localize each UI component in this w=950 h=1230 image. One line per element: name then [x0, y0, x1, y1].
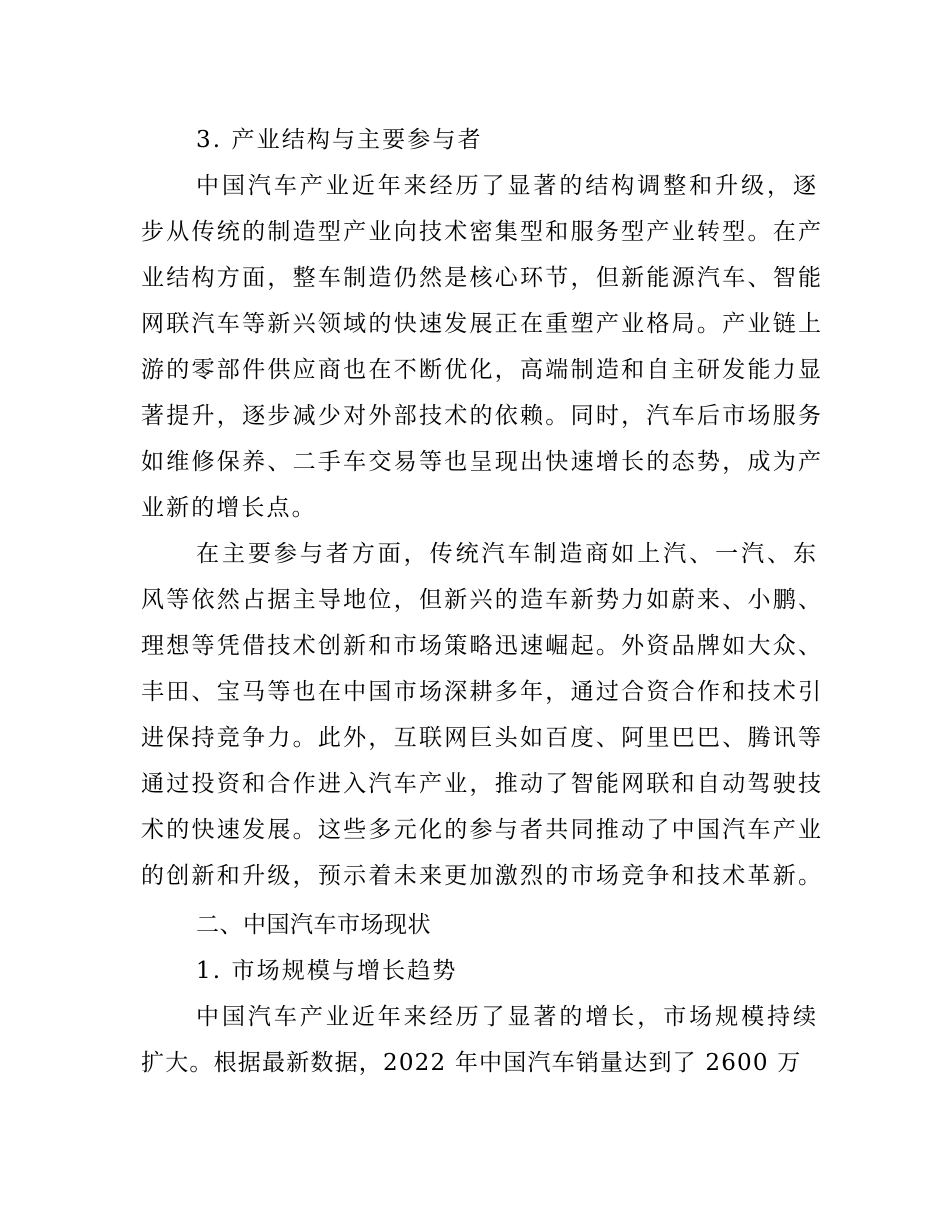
paragraph-line: 丰田、宝马等也在中国市场深耕多年，通过合资合作和技术引 [141, 679, 821, 705]
section-heading: 1. 市场规模与增长趋势 [196, 958, 458, 984]
paragraph-line: 业结构方面，整车制造仍然是核心环节，但新能源汽车、智能 [141, 265, 821, 291]
paragraph-line: 通过投资和合作进入汽车产业，推动了智能网联和自动驾驶技 [141, 771, 821, 797]
paragraph-line: 术的快速发展。这些多元化的参与者共同推动了中国汽车产业 [141, 817, 821, 843]
paragraph-line: 在主要参与者方面，传统汽车制造商如上汽、一汽、东 [196, 541, 816, 567]
paragraph-line: 网联汽车等新兴领域的快速发展正在重塑产业格局。产业链上 [141, 311, 821, 337]
paragraph-line: 如维修保养、二手车交易等也呈现出快速增长的态势，成为产 [141, 449, 821, 475]
paragraph-line: 的创新和升级，预示着未来更加激烈的市场竞争和技术革新。 [141, 863, 821, 889]
paragraph-line: 游的零部件供应商也在不断优化，高端制造和自主研发能力显 [141, 357, 821, 383]
paragraph-line: 中国汽车产业近年来经历了显著的增长，市场规模持续 [196, 1004, 816, 1030]
chapter-heading: 二、中国汽车市场现状 [196, 912, 431, 938]
paragraph-line: 业新的增长点。 [141, 495, 317, 521]
paragraph-line: 扩大。根据最新数据，2022 年中国汽车销量达到了 2600 万 [141, 1050, 802, 1076]
paragraph-line: 进保持竞争力。此外，互联网巨头如百度、阿里巴巴、腾讯等 [141, 725, 821, 751]
paragraph-line: 理想等凭借技术创新和市场策略迅速崛起。外资品牌如大众、 [141, 633, 821, 659]
paragraph-line: 著提升，逐步减少对外部技术的依赖。同时，汽车后市场服务 [141, 403, 821, 429]
section-heading: 3. 产业结构与主要参与者 [196, 127, 483, 153]
paragraph-line: 中国汽车产业近年来经历了显著的结构调整和升级，逐 [196, 173, 816, 199]
paragraph-line: 步从传统的制造型产业向技术密集型和服务型产业转型。在产 [141, 219, 821, 245]
paragraph-line: 风等依然占据主导地位，但新兴的造车新势力如蔚来、小鹏、 [141, 587, 821, 613]
